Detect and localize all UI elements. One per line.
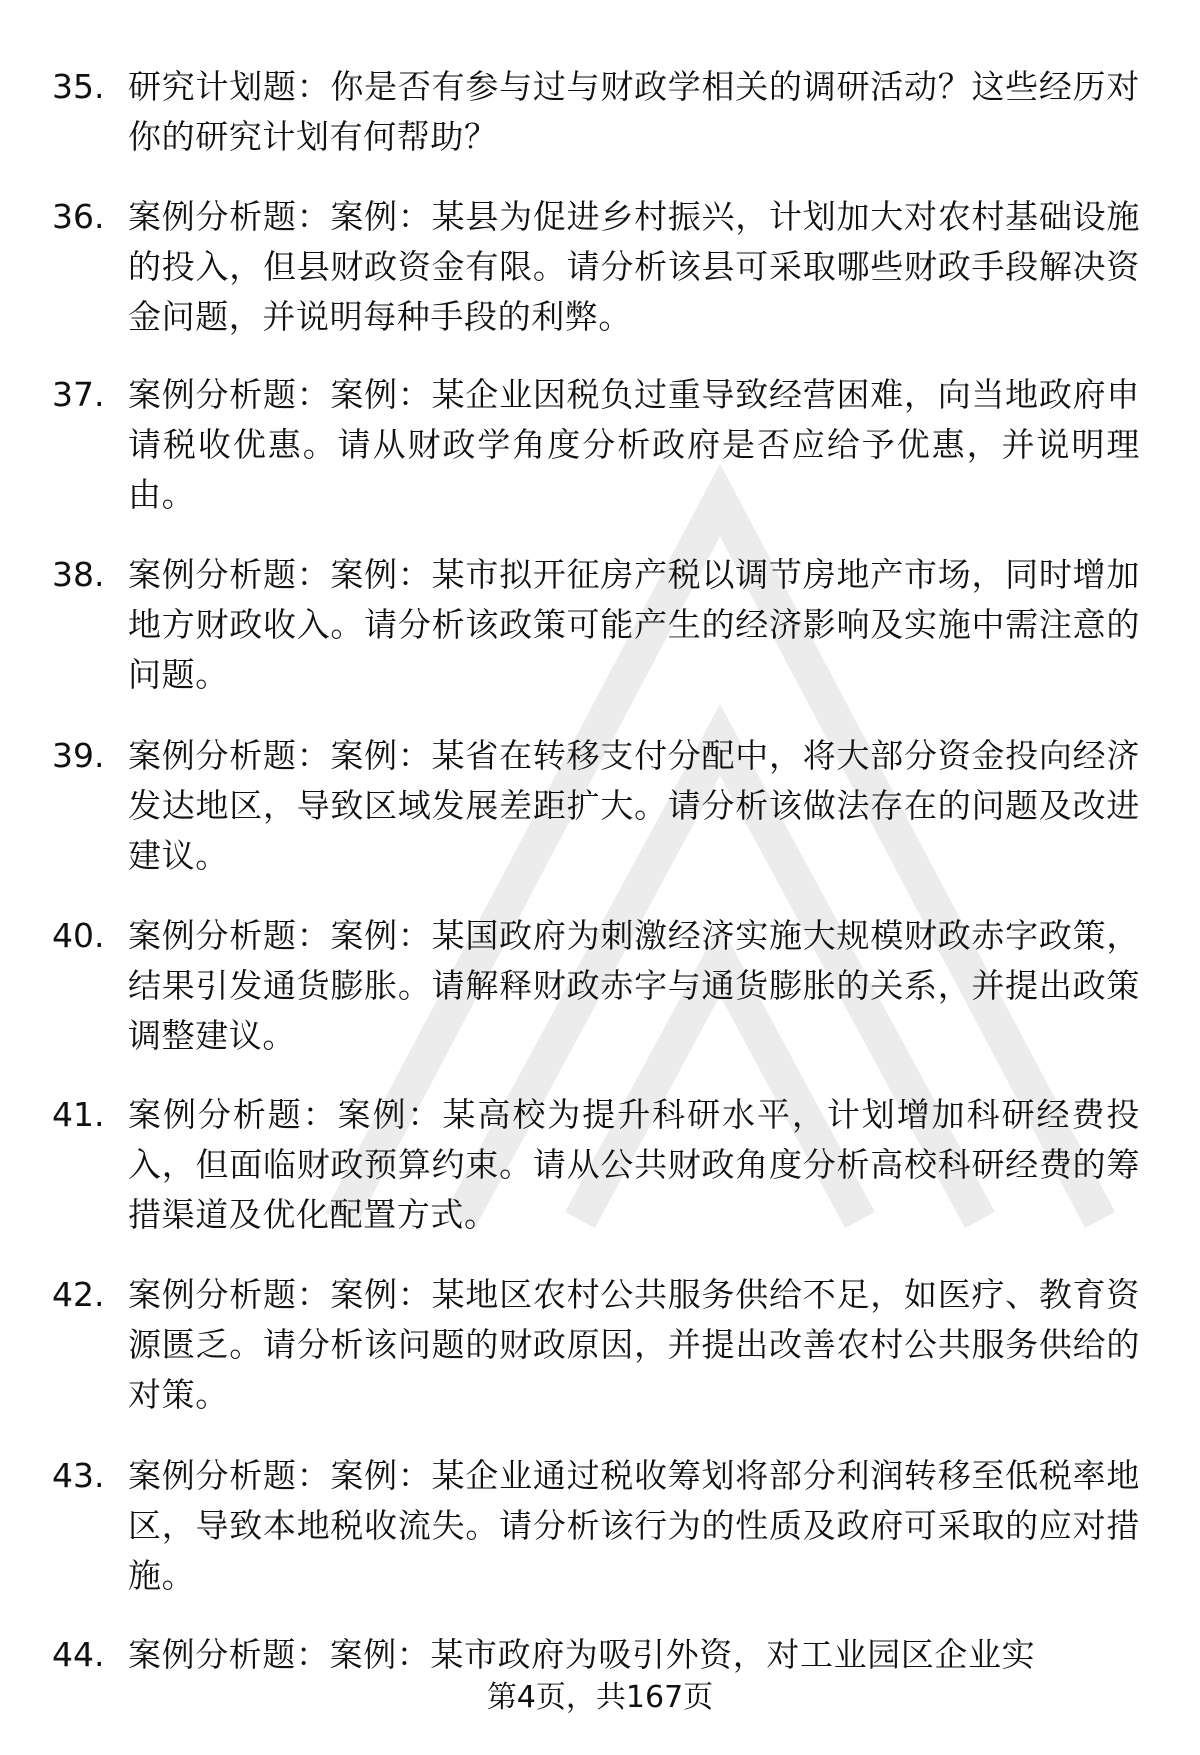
question-text: 案例分析题：案例：某企业因税负过重导致经营困难，向当地政府申请税收优惠。请从财政学角度分析政府是否应给予优惠，并说明理由。 — [128, 375, 1140, 514]
question-number: 42. — [52, 1275, 105, 1314]
question-number: 40. — [52, 916, 105, 955]
question-number: 41. — [52, 1095, 105, 1134]
question-text: 案例分析题：案例：某地区农村公共服务供给不足，如医疗、教育资源匮乏。请分析该问题的财政原因，并提出改善农村公共服务供给的对策。 — [128, 1275, 1140, 1414]
question-number: 39. — [52, 736, 105, 775]
question-text: 案例分析题：案例：某高校为提升科研水平，计划增加科研经费投入，但面临财政预算约束。请从公共财政角度分析高校科研经费的筹措渠道及优化配置方式。 — [128, 1095, 1140, 1234]
question-text: 案例分析题：案例：某市政府为吸引外资，对工业园区企业实 — [128, 1635, 1036, 1674]
page-footer: 第4页，共167页 — [486, 1680, 714, 1715]
question-text: 案例分析题：案例：某县为促进乡村振兴，计划加大对农村基础设施的投入，但县财政资金有限。请分析该县可采取哪些财政手段解决资金问题，并说明每种手段的利弊。 — [128, 197, 1140, 336]
question-text: 案例分析题：案例：某企业通过税收筹划将部分利润转移至低税率地区，导致本地税收流失。请分析该行为的性质及政府可采取的应对措施。 — [128, 1456, 1140, 1595]
question-number: 38. — [52, 555, 105, 594]
question-number: 36. — [52, 197, 105, 236]
question-number: 37. — [52, 375, 105, 414]
question-number: 44. — [52, 1635, 105, 1674]
question-number: 43. — [52, 1456, 105, 1495]
question-text: 案例分析题：案例：某市拟开征房产税以调节房地产市场，同时增加地方财政收入。请分析该政策可能产生的经济影响及实施中需注意的问题。 — [128, 555, 1140, 694]
question-text: 研究计划题：你是否有参与过与财政学相关的调研活动？这些经历对你的研究计划有何帮助？ — [128, 67, 1140, 156]
question-number: 35. — [52, 67, 105, 106]
question-text: 案例分析题：案例：某国政府为刺激经济实施大规模财政赤字政策，结果引发通货膨胀。请解释财政赤字与通货膨胀的关系，并提出政策调整建议。 — [128, 916, 1140, 1055]
question-text: 案例分析题：案例：某省在转移支付分配中，将大部分资金投向经济发达地区，导致区域发展差距扩大。请分析该做法存在的问题及改进建议。 — [128, 736, 1140, 875]
